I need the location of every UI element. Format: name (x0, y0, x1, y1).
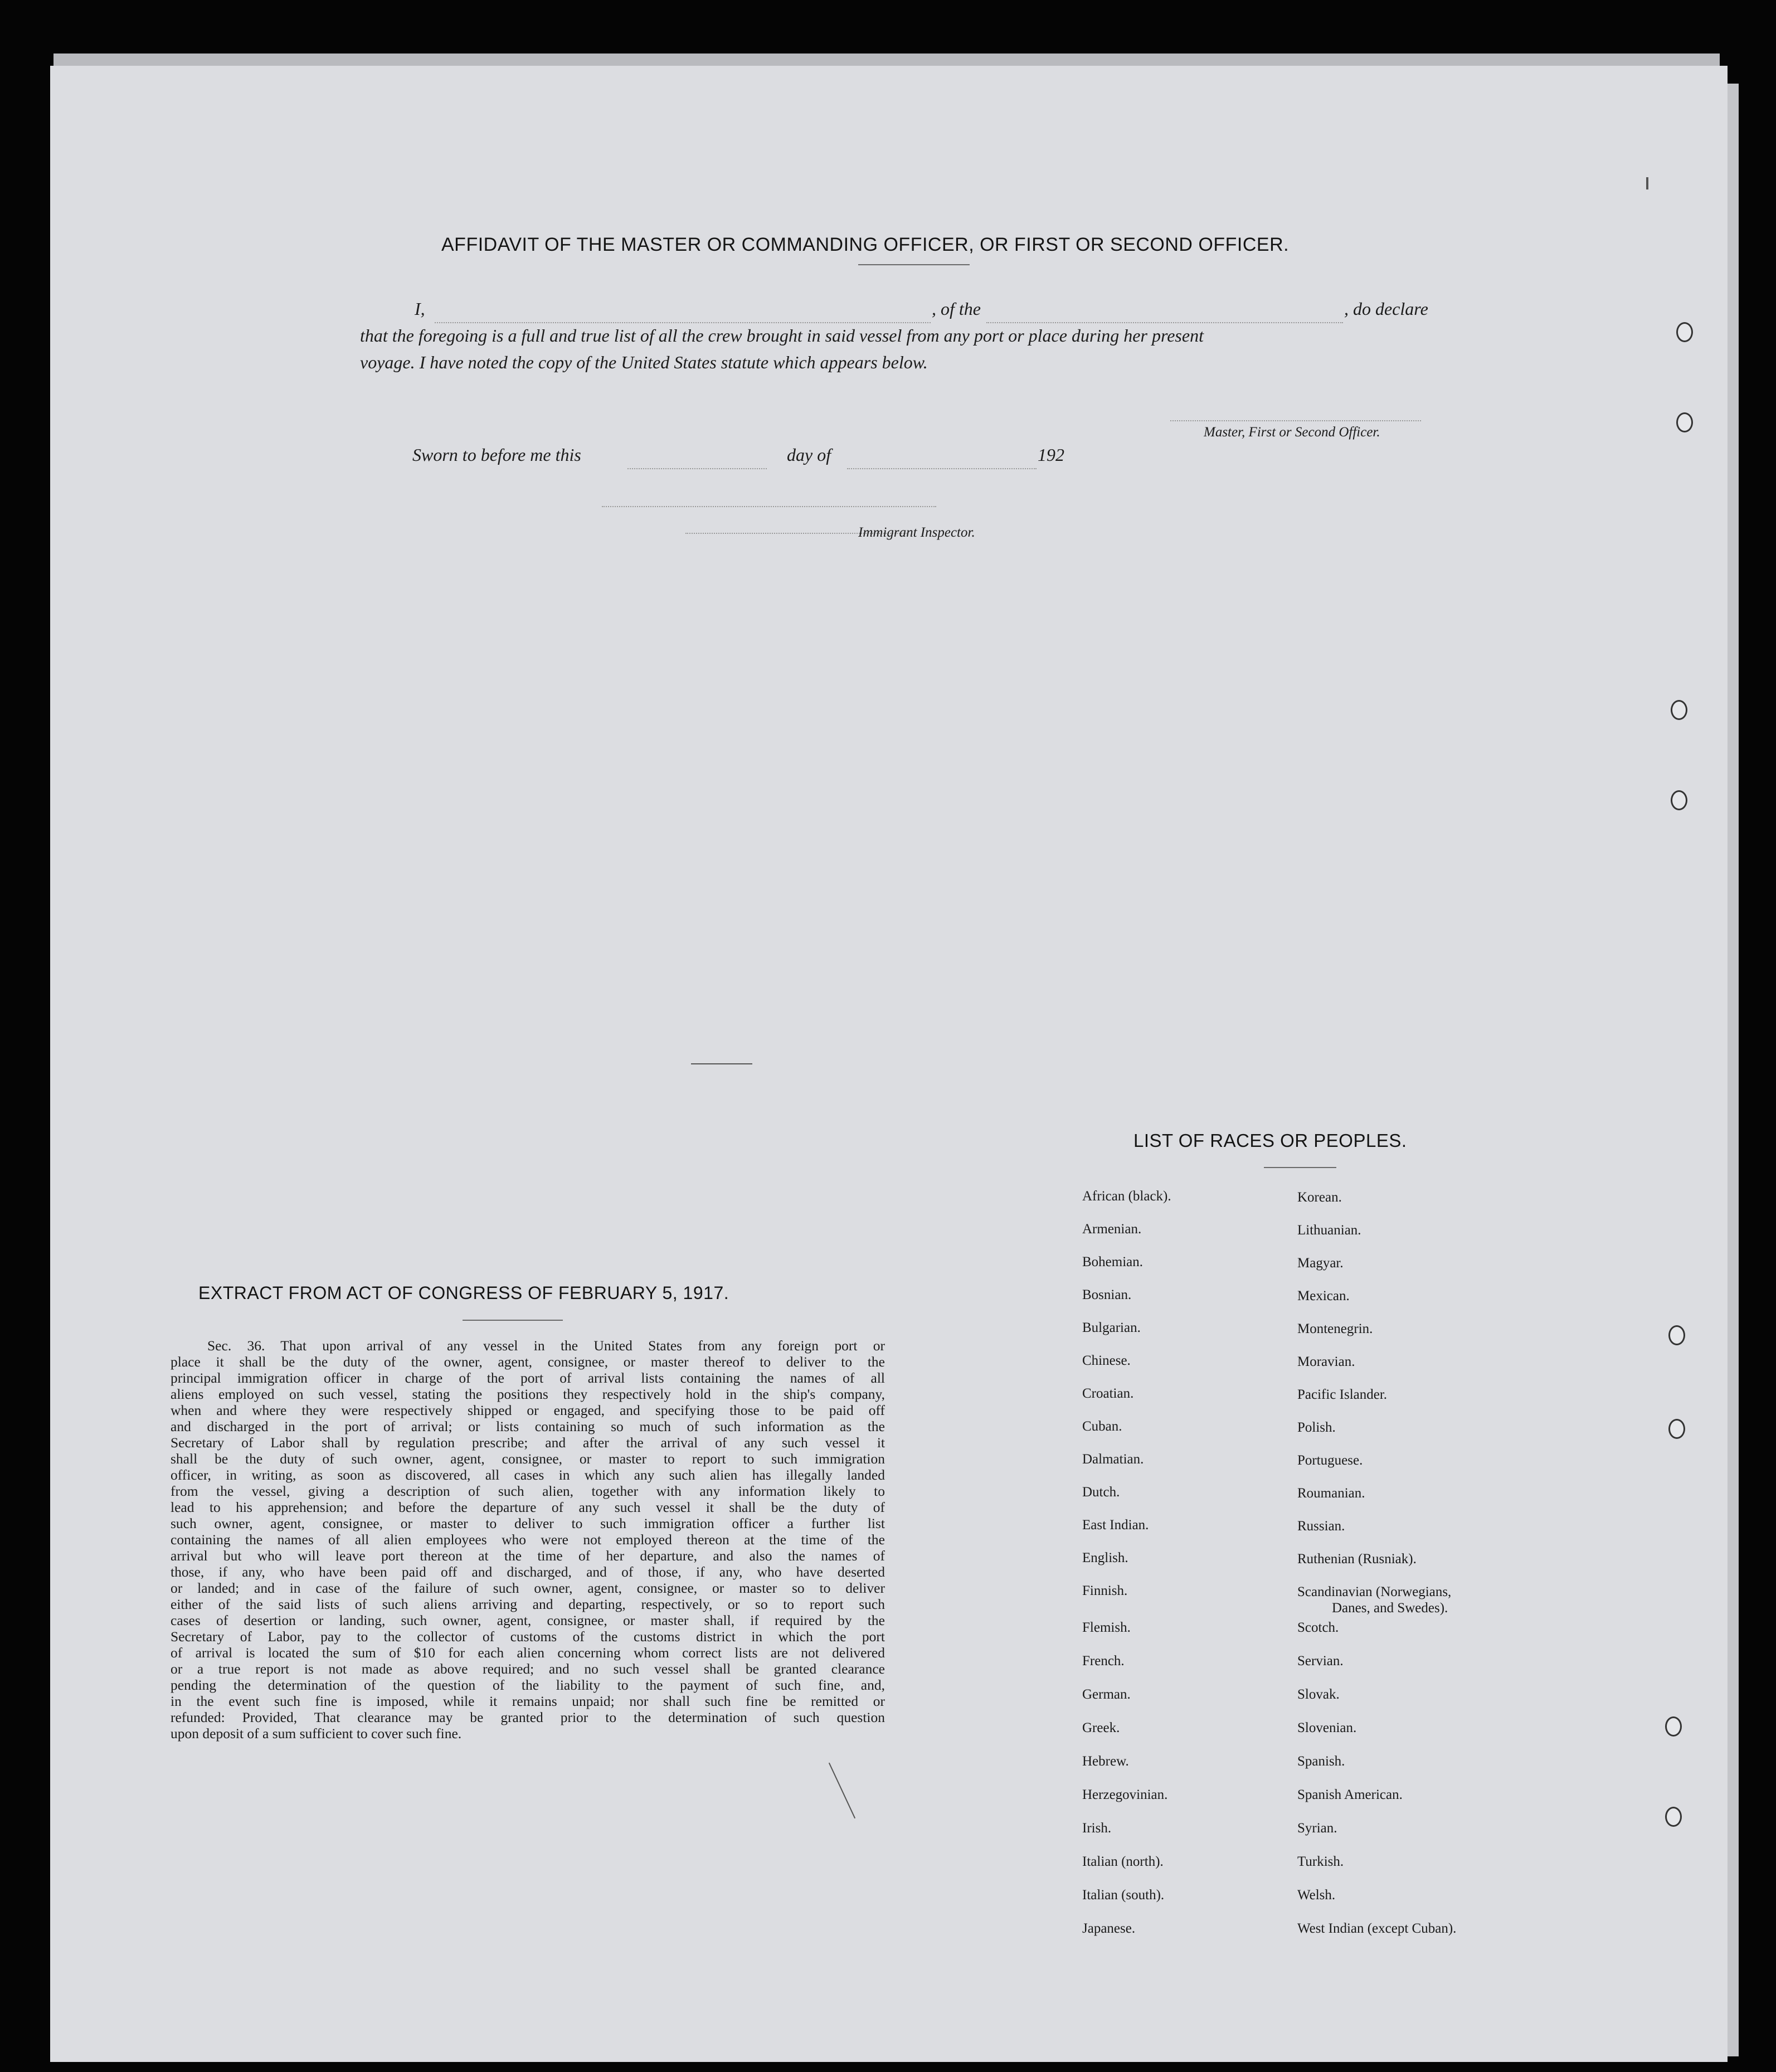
race-item: Lithuanian. (1297, 1223, 1361, 1238)
race-item: Polish. (1297, 1420, 1336, 1435)
race-item: Slovenian. (1297, 1720, 1357, 1735)
signature-line (1170, 420, 1421, 421)
page-edge (53, 53, 1720, 66)
race-item: Irish. (1082, 1821, 1112, 1836)
race-item: Herzegovinian. (1082, 1787, 1168, 1802)
race-item-continuation: Danes, and Swedes). (1332, 1601, 1448, 1616)
race-item: Japanese. (1082, 1921, 1136, 1936)
inspector-caption: Immigrant Inspector. (858, 525, 975, 540)
extract-line: from the vessel, giving a description of such alien, together with any information likely to (171, 1483, 885, 1499)
extract-line: when and where they were respectively shipped or engaged, and specifying those to be paid off (171, 1402, 885, 1418)
extract-line: upon deposit of a sum sufficient to cover such fine. (171, 1725, 462, 1742)
extract-line: place it shall be the duty of the owner, agent, consignee, or master thereof to deliver to the (171, 1354, 885, 1370)
document-page (50, 66, 1728, 2062)
extract-line: officer, in writing, as soon as discovered, all cases in which any such alien has illegally landed (171, 1467, 885, 1483)
binder-hole (1676, 412, 1693, 432)
day-blank-line (627, 468, 767, 469)
extract-line: refunded: Provided, That clearance may be granted prior to the determination of such question (171, 1709, 885, 1725)
affidavit-line-3: voyage. I have noted the copy of the United States statute which appears below. (360, 352, 928, 372)
race-item: Cuban. (1082, 1419, 1122, 1434)
race-item: Korean. (1297, 1190, 1342, 1205)
binder-hole (1668, 1325, 1685, 1345)
signature-caption: Master, First or Second Officer. (1204, 425, 1380, 440)
binder-hole (1668, 1419, 1685, 1439)
race-item: African (black). (1082, 1189, 1171, 1204)
binder-hole (1665, 1807, 1682, 1827)
extract-line: or landed; and in case of the failure of such owner, agent, consignee, or master so to deliver (171, 1580, 885, 1596)
affidavit-declare: , do declare (1344, 299, 1428, 319)
name-blank-line (435, 322, 931, 323)
scan-mark (1646, 177, 1648, 189)
extract-line: Secretary of Labor shall by regulation prescribe; and after the arrival of any such vessel it (171, 1434, 885, 1451)
race-item: Syrian. (1297, 1821, 1337, 1836)
scan-mark (829, 1763, 855, 1819)
race-item: Russian. (1297, 1519, 1345, 1534)
title-rule (858, 264, 970, 265)
race-item: East Indian. (1082, 1517, 1149, 1533)
extract-line: of arrival is located the sum of $10 for each alien concerning whom correct lists are not delivered (171, 1645, 885, 1661)
race-item: French. (1082, 1653, 1125, 1669)
race-item: Welsh. (1297, 1888, 1336, 1903)
race-item: Spanish American. (1297, 1787, 1403, 1802)
extract-line: Sec. 36. That upon arrival of any vessel in the United States from any foreign port or (207, 1337, 885, 1354)
race-item: Finnish. (1082, 1583, 1128, 1598)
race-item: Dutch. (1082, 1485, 1120, 1500)
race-item: Bulgarian. (1082, 1320, 1141, 1335)
race-item: Dalmatian. (1082, 1452, 1144, 1467)
binder-hole (1665, 1716, 1682, 1737)
race-item: Pacific Islander. (1297, 1387, 1388, 1402)
extract-line: either of the said lists of such aliens arriving and departing, respectively, or so to report such (171, 1596, 885, 1612)
race-item: Croatian. (1082, 1386, 1134, 1401)
extract-title-rule (463, 1320, 563, 1321)
race-item: Montenegrin. (1297, 1321, 1373, 1336)
month-blank-line (847, 468, 1037, 469)
race-item: Spanish. (1297, 1754, 1345, 1769)
race-item: Chinese. (1082, 1353, 1131, 1368)
races-title: LIST OF RACES OR PEOPLES. (1133, 1130, 1407, 1151)
race-item: Servian. (1297, 1653, 1344, 1669)
extract-line: principal immigration officer in charge of the port of arrival lists containing the names of all (171, 1370, 885, 1386)
races-title-rule (1264, 1167, 1336, 1168)
race-item: Hebrew. (1082, 1754, 1129, 1769)
affidavit-i: I, (415, 299, 425, 319)
inspector-signature-line (602, 506, 936, 507)
race-item: Flemish. (1082, 1620, 1131, 1635)
race-item: Italian (north). (1082, 1854, 1164, 1869)
extract-line: and discharged in the port of arrival; or lists containing so much of such information as the (171, 1418, 885, 1434)
extract-line: lead to his apprehension; and before the departure of any such vessel it shall be the duty of (171, 1499, 885, 1515)
race-item: English. (1082, 1550, 1128, 1565)
race-item: Greek. (1082, 1720, 1120, 1735)
race-item: Ruthenian (Rusniak). (1297, 1551, 1417, 1567)
race-item: Italian (south). (1082, 1888, 1165, 1903)
affidavit-title: AFFIDAVIT OF THE MASTER OR COMMANDING OFFICER, OR FIRST OR SECOND OFFICER. (441, 234, 1290, 255)
race-item: Armenian. (1082, 1222, 1142, 1237)
extract-line: or a true report is not made as above required; and no such vessel shall be granted clearance (171, 1661, 885, 1677)
affidavit-of-the: , of the (932, 299, 981, 319)
race-item: Bosnian. (1082, 1287, 1132, 1302)
binder-hole (1671, 790, 1687, 810)
extract-line: arrival but who will leave port thereon at the time of her departure, and also the names of (171, 1548, 885, 1564)
scan-mark (691, 1063, 752, 1064)
race-item: Bohemian. (1082, 1254, 1144, 1270)
extract-line: pending the determination of the question of the liability to the payment of such fine, and, (171, 1677, 885, 1693)
race-item: Scotch. (1297, 1620, 1339, 1635)
affidavit-line-2: that the foregoing is a full and true list of all the crew brought in said vessel from any port or place during her present (360, 325, 1204, 346)
binder-hole (1671, 700, 1687, 720)
race-item: Portuguese. (1297, 1453, 1363, 1468)
race-item: Mexican. (1297, 1288, 1350, 1303)
vessel-blank-line (986, 322, 1343, 323)
extract-body (171, 1337, 885, 1742)
race-item: Moravian. (1297, 1354, 1355, 1369)
sworn-text: Sworn to before me this (412, 445, 581, 465)
race-item: Slovak. (1297, 1687, 1340, 1702)
extract-title: EXTRACT FROM ACT OF CONGRESS OF FEBRUARY 5, 1917. (198, 1283, 729, 1303)
day-of-text: day of (787, 445, 831, 465)
extract-line: such owner, agent, consignee, or master to deliver to such immigration officer a further list (171, 1515, 885, 1531)
race-item: Magyar. (1297, 1256, 1344, 1271)
race-item: West Indian (except Cuban). (1297, 1921, 1457, 1936)
extract-line: shall be the duty of such owner, agent, consignee, or master to report to such immigration (171, 1451, 885, 1467)
race-item: Turkish. (1297, 1854, 1344, 1869)
extract-line: containing the names of all alien employees who were not employed thereon at the time of the (171, 1531, 885, 1548)
extract-line: Secretary of Labor, pay to the collector of customs of the customs district in which the port (171, 1628, 885, 1645)
extract-line: aliens employed on such vessel, stating the positions they respectively hold in the ship's company, (171, 1386, 885, 1402)
extract-line: in the event such fine is imposed, while it remains unpaid; nor shall such fine be remitted or (171, 1693, 885, 1709)
extract-line: cases of desertion or landing, such owner, agent, consignee, or master shall, if required by the (171, 1612, 885, 1628)
race-item: Roumanian. (1297, 1486, 1365, 1501)
page-edge (1728, 84, 1739, 2056)
race-item: Scandinavian (Norwegians, (1297, 1584, 1452, 1599)
race-item: German. (1082, 1687, 1131, 1702)
binder-hole (1676, 322, 1693, 342)
extract-line: those, if any, who have been paid off and discharged, and of those, if any, who have deserted (171, 1564, 885, 1580)
year-prefix: 192 (1038, 445, 1064, 465)
